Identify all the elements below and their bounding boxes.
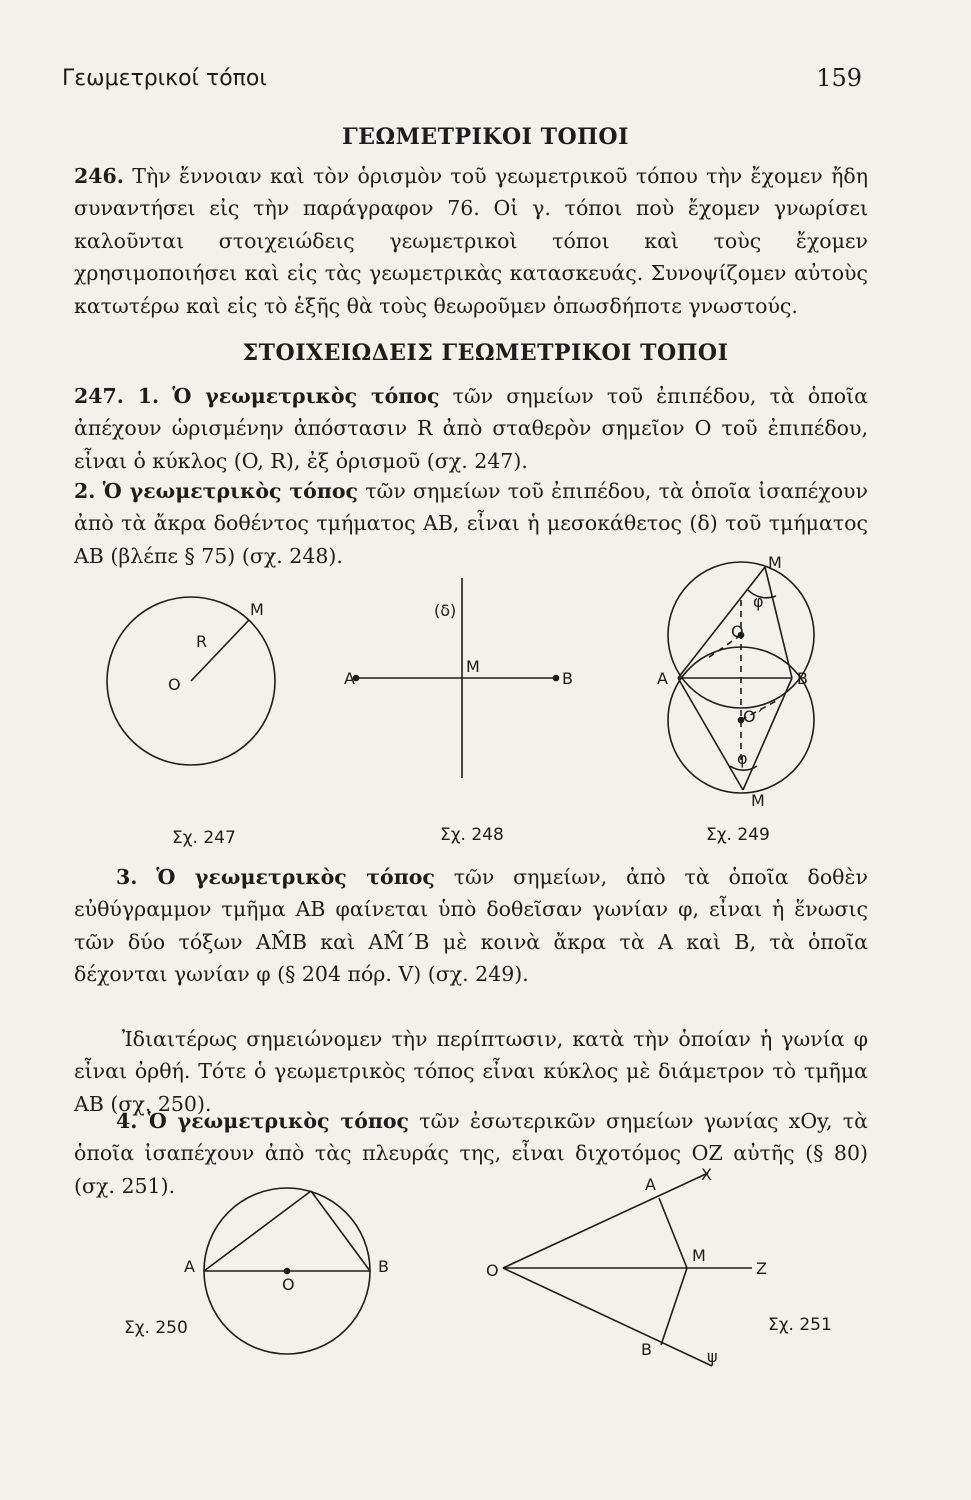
caption-250: Σχ. 250 bbox=[124, 1318, 188, 1338]
line-bm-top bbox=[765, 567, 792, 678]
paragraph-term: Ὁ γεωμετρικὸς τόπος bbox=[102, 479, 359, 503]
label-o: O bbox=[486, 1261, 499, 1280]
label-b: B bbox=[378, 1257, 389, 1276]
label-phi-bottom: φ bbox=[737, 749, 748, 768]
label-o-prime: O΄ bbox=[743, 707, 764, 726]
label-a: A bbox=[344, 669, 355, 688]
label-m-top: M bbox=[768, 553, 782, 572]
paragraph-247-4 bbox=[74, 1105, 868, 1202]
paragraph-text: τῶν σημείων τοῦ ἐπιπέδου, τὰ ὁποῖα ἰσαπέχουν ἀπὸ τὰ ἄκρα δοθέντος τμήματος AB, εἶναι ἡ μεσοκάθετος (δ) τοῦ τμήματος AB (βλέπε § 75) (σχ. 248). bbox=[74, 479, 868, 568]
label-o: O bbox=[282, 1275, 295, 1294]
running-title: Γεωμετρικοί τόποι bbox=[62, 66, 267, 91]
chord-am bbox=[204, 1191, 311, 1271]
line-am-bottom bbox=[678, 678, 743, 790]
paragraph-term: Ὁ γεωμετρικὸς τόπος bbox=[156, 865, 435, 889]
paragraph-number: 3. bbox=[116, 865, 138, 889]
ray-oy bbox=[503, 1268, 712, 1366]
label-m: M bbox=[250, 600, 264, 619]
caption-248: Σχ. 248 bbox=[440, 825, 504, 845]
perp-mb bbox=[661, 1268, 687, 1345]
label-a: A bbox=[657, 669, 668, 688]
figure-248 bbox=[344, 578, 573, 845]
page-number: 159 bbox=[816, 64, 862, 92]
label-b: B bbox=[562, 669, 573, 688]
label-m-bottom: M bbox=[751, 791, 765, 810]
paragraph-text: τῶν ἐσωτερικῶν σημείων γωνίας xOy, τὰ ὁποῖα ἰσαπέχουν ἀπὸ τὰς πλευράς της, εἶναι διχοτόμος OZ αὐτῆς (§ 80) (σχ. 251). bbox=[74, 1109, 868, 1198]
paragraph-247-3 bbox=[74, 861, 868, 991]
figure-249 bbox=[657, 553, 814, 845]
paragraph-number: 247. 1. bbox=[74, 384, 160, 408]
caption-251: Σχ. 251 bbox=[768, 1315, 832, 1335]
paragraph-number: 2. bbox=[74, 479, 96, 503]
paragraph-text: τῶν σημείων, ἀπὸ τὰ ὁποῖα δοθὲν εὐθύγραμμον τμῆμα AB φαίνεται ὑπὸ δοθεῖσαν γωνίαν φ, εἶναι ἡ ἕνωσις τῶν δύο τόξων AM̂B καὶ AM̂΄B μὲ κοινὰ ἄκρα τὰ A καὶ B, τὰ ὁποῖα δέχονται γωνίαν φ (§ 204 πόρ. V) (σχ. 249). bbox=[74, 865, 868, 987]
label-m: M bbox=[466, 657, 480, 676]
label-x: X bbox=[701, 1165, 712, 1184]
main-heading: ΓΕΩΜΕΤΡΙΚΟΙ ΤΟΠΟΙ bbox=[342, 124, 629, 150]
caption-247: Σχ. 247 bbox=[172, 828, 236, 848]
paragraph-term: Ὁ γεωμετρικὸς τόπος bbox=[147, 1109, 410, 1133]
paragraph-number: 246. bbox=[74, 164, 124, 188]
label-o: O bbox=[168, 675, 181, 694]
paragraph-term: Ὁ γεωμετρικὸς τόπος bbox=[172, 384, 440, 408]
label-a: A bbox=[645, 1175, 656, 1194]
label-o: O bbox=[731, 622, 744, 641]
label-m: M bbox=[692, 1246, 706, 1265]
label-b: B bbox=[641, 1340, 652, 1359]
paragraph-number: 4. bbox=[116, 1109, 138, 1133]
figure-247 bbox=[107, 597, 275, 848]
line-bm-bottom bbox=[743, 678, 792, 790]
label-phi-top: φ bbox=[753, 592, 764, 611]
label-psi: ψ bbox=[707, 1347, 718, 1366]
label-a: A bbox=[184, 1257, 195, 1276]
center-o bbox=[285, 1269, 290, 1274]
paragraph-text: Ἰδιαιτέρως σημειώνομεν τὴν περίπτωσιν, κατὰ τὴν ὁποίαν ἡ γωνία φ εἶναι ὀρθή. Τότε ὁ γεωμετρικὸς τόπος εἶναι κύκλος μὲ διάμετρον τὸ τμῆμα AB (σχ. 250). bbox=[74, 1027, 868, 1116]
paragraph-text: τῶν σημείων τοῦ ἐπιπέδου, τὰ ὁποῖα ἀπέχουν ὡρισμένην ἀπόστασιν R ἀπὸ σταθερὸν σημεῖον O τοῦ ἐπιπέδου, εἶναι ὁ κύκλος (O, R), ἐξ ὁρισμοῦ (σχ. 247). bbox=[74, 384, 868, 473]
chord-mb bbox=[311, 1191, 370, 1271]
figure-250 bbox=[124, 1188, 389, 1354]
caption-249: Σχ. 249 bbox=[706, 825, 770, 845]
line-am-top bbox=[678, 567, 765, 678]
point-b bbox=[554, 676, 559, 681]
label-r: R bbox=[196, 632, 208, 651]
perp-ma bbox=[659, 1198, 687, 1268]
label-delta: (δ) bbox=[434, 601, 457, 620]
label-z: Z bbox=[756, 1259, 767, 1278]
paragraph-text: Τὴν ἔννοιαν καὶ τὸν ὁρισμὸν τοῦ γεωμετρικοῦ τόπου τὴν ἔχομεν ἤδη συναντήσει εἰς τὴν παράγραφον 76. Οἱ γ. τόποι ποὺ ἔχομεν γνωρίσει καλοῦνται στοιχειώδεις γεωμετρικοὶ τόποι καὶ τοὺς ἔχομεν χρησιμοποιήσει καὶ εἰς τὰς γεωμετρικὰς κατασκευάς. Συνοψίζομεν αὐτοὺς κατωτέρω καὶ εἰς τὸ ἑξῆς θὰ τοὺς θεωροῦμεν ὁπωσδήποτε γνωστούς. bbox=[74, 164, 868, 318]
sub-heading: ΣΤΟΙΧΕΙΩΔΕΙΣ ΓΕΩΜΕΤΡΙΚΟΙ ΤΟΠΟΙ bbox=[242, 340, 729, 366]
label-b: B bbox=[797, 669, 808, 688]
